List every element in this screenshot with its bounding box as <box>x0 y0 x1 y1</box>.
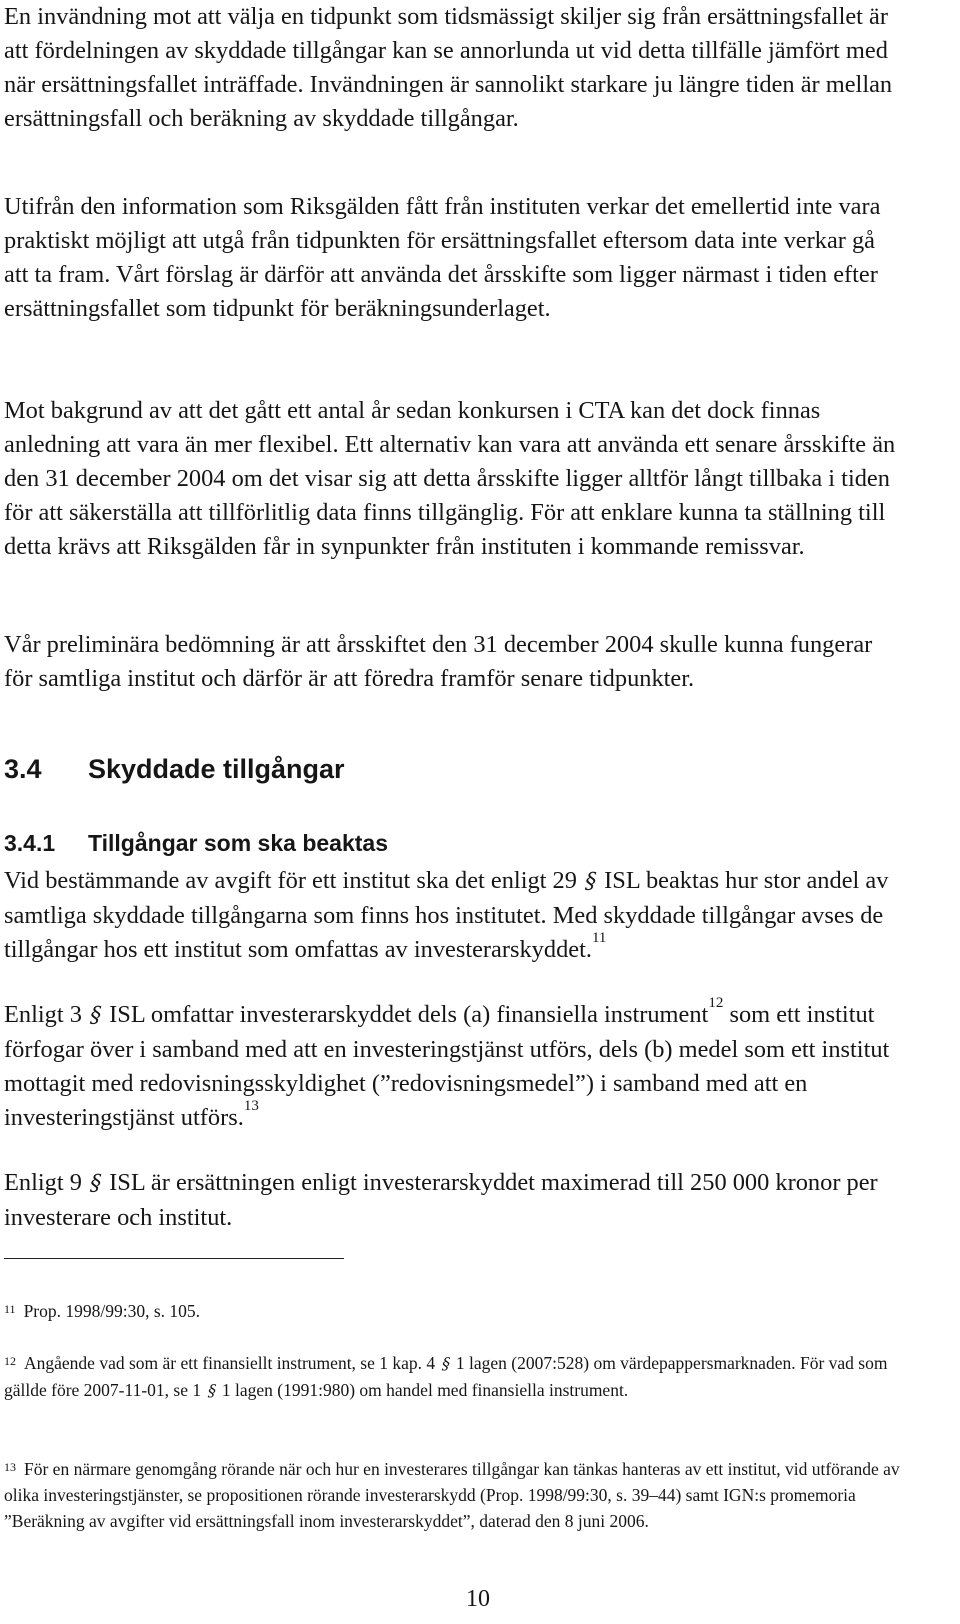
footnote-text: Angående vad som är ett finansiellt instrument, se 1 kap. 4 <box>24 1353 436 1373</box>
text-segment: Vid bestämmande av avgift för ett institut ska det enligt 29 <box>4 867 577 894</box>
paragraph-assessment: Vår preliminära bedömning är att årsskiftet den 31 december 2004 skulle kunna fungerar för samtliga institut och därför är att föredra framför senare tidpunkter. <box>4 631 873 692</box>
section-sign: § <box>205 1381 219 1400</box>
paragraph-scope <box>4 995 904 1135</box>
section-heading <box>4 752 345 786</box>
footnote-number: 12 <box>4 1354 16 1368</box>
subsection-number: 3.4.1 <box>4 830 56 856</box>
footnote-12 <box>4 1350 904 1404</box>
document-page <box>4 0 904 1624</box>
footnote-ref-13[interactable]: 13 <box>243 1098 259 1114</box>
text-segment: ISL beaktas hur stor andel av samtliga skyddade tillgångarna som finns hos institutet. Med skyddade tillgångar avses de tillgångar hos ett institut som omfattas av investerarskyddet. <box>4 867 889 963</box>
section-number: 3.4 <box>4 754 42 784</box>
text-segment: som ett institut förfogar över i samband med att en investeringstjänst utförs, dels (b) medel som ett institut mottagit med redovisningsskyldighet (”redovisningsmedel”) i samband med att en investeringstjänst utförs. <box>4 1001 890 1131</box>
footnote-13 <box>4 1456 904 1534</box>
subsection-heading <box>4 828 388 858</box>
paragraph-maximum <box>4 1166 904 1235</box>
footnote-number: 11 <box>4 1302 16 1316</box>
footnote-divider <box>4 1258 344 1259</box>
text-segment: ISL omfattar investerarskyddet dels (a) finansiella instrument <box>109 1001 709 1028</box>
footnote-text: För en närmare genomgång rörande när och hur en investerares tillgångar kan tänkas hanteras av ett institut, vid utförande av olika investeringstjänster, se propositionen rörande investerarskydd (Prop. 1998/99:30, s. 39–44) samt IGN:s promemoria ”Beräkning av avgifter vid ersättningsfall inom investerarskyddet”, daterad den 8 juni 2006. <box>4 1459 900 1531</box>
paragraph-flexibility: Mot bakgrund av att det gått ett antal år sedan konkursen i CTA kan det dock finnas anledning att vara än mer flexibel. Ett alternativ kan vara att använda ett senare årsskifte än den 31 december 2004 om det visar sig att detta årsskifte ligger alltför långt tillbaka i tiden för att säkerställa att tillförlitlig data finns tillgänglig. För att enklare kunna ta ställning till detta krävs att Riksgälden får in synpunkter från instituten i kommande remissvar. <box>4 397 896 560</box>
text-segment: Enligt 9 <box>4 1169 82 1196</box>
text-segment: ISL är ersättningen enligt investerarskyddet maximerad till 250 000 kronor per investerare och institut. <box>4 1169 878 1231</box>
paragraph-proposal: Utifrån den information som Riksgälden fått från instituten verkar det emellertid inte vara praktiskt möjligt att utgå från tidpunkten för ersättningsfallet eftersom data inte verkar gå att ta fram. Vårt förslag är därför att använda det årsskifte som ligger närmast i tiden efter ersättningsfallet som tidpunkt för beräkningsunderlaget. <box>4 193 881 322</box>
footnote-ref-12[interactable]: 12 <box>708 995 724 1011</box>
footnote-ref-11[interactable]: 11 <box>591 930 607 946</box>
text-segment: Enligt 3 <box>4 1001 82 1028</box>
footnote-text: 1 lagen (1991:980) om handel med finansiella instrument. <box>221 1380 629 1400</box>
footnote-11 <box>4 1298 904 1324</box>
paragraph-objection: En invändning mot att välja en tidpunkt som tidsmässigt skiljer sig från ersättningsfallet är att fördelningen av skyddade tillgångar kan se annorlunda ut vid detta tillfälle jämfört med när ersättningsfallet inträffade. Invändningen är sannolikt starkare ju längre tiden är mellan ersättningsfall och beräkning av skyddade tillgångar. <box>4 3 893 132</box>
page-number: 10 <box>466 1586 490 1612</box>
footnote-text: Prop. 1998/99:30, s. 105. <box>23 1301 201 1321</box>
footnote-number: 13 <box>4 1460 16 1474</box>
section-sign: § <box>87 1003 105 1028</box>
paragraph-fee-basis <box>4 864 904 967</box>
section-sign: § <box>439 1354 453 1373</box>
footnote-text: 1 lagen (2007:528) om värdepappersmarknaden. För vad som gällde före 2007-11-01, se 1 <box>4 1353 888 1400</box>
section-sign: § <box>87 1171 105 1196</box>
section-title: Skyddade tillgångar <box>88 754 345 784</box>
section-sign: § <box>582 869 600 894</box>
subsection-title: Tillgångar som ska beaktas <box>88 830 388 856</box>
